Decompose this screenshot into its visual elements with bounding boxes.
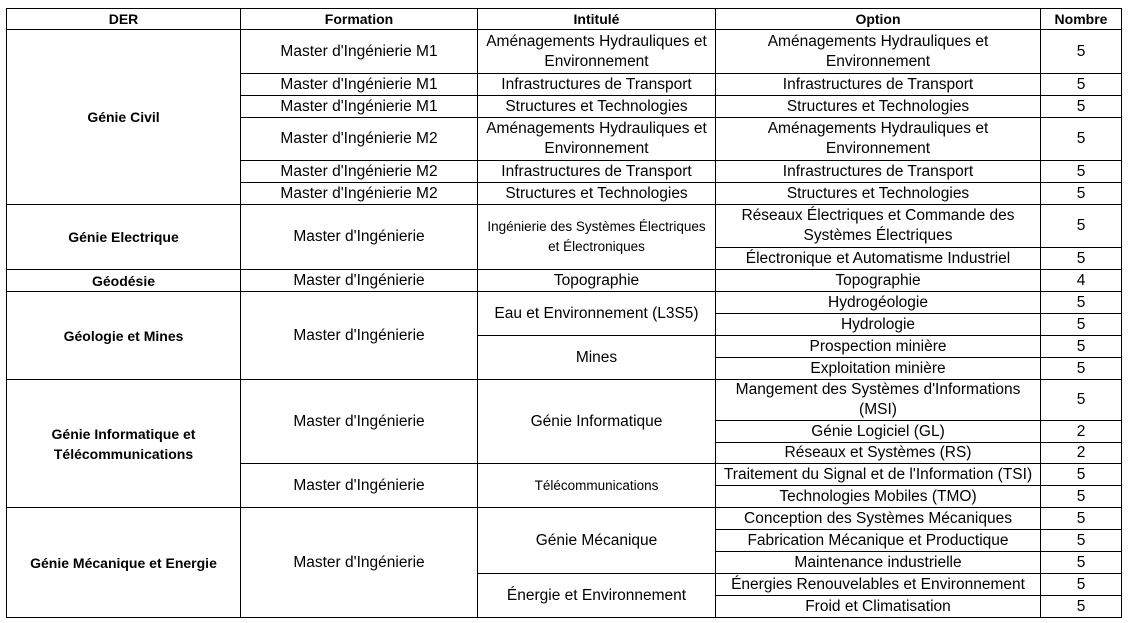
header-formation: Formation bbox=[241, 9, 478, 30]
der-cell: Génie Electrique bbox=[7, 205, 241, 270]
formation-cell: Master d'Ingénierie bbox=[241, 270, 478, 292]
nombre-cell: 4 bbox=[1041, 270, 1122, 292]
formation-cell: Master d'Ingénierie M1 bbox=[241, 96, 478, 118]
option-cell: Électronique et Automatisme Industriel bbox=[716, 248, 1041, 270]
option-cell: Froid et Climatisation bbox=[716, 596, 1041, 618]
nombre-cell: 5 bbox=[1041, 205, 1122, 248]
intitule-cell: Infrastructures de Transport bbox=[478, 161, 716, 183]
nombre-cell: 5 bbox=[1041, 380, 1122, 421]
option-cell: Réseaux Électriques et Commande des Systèmes Électriques bbox=[716, 205, 1041, 248]
intitule-cell: Structures et Technologies bbox=[478, 96, 716, 118]
header-nombre: Nombre bbox=[1041, 9, 1122, 30]
intitule-cell: Aménagements Hydrauliques et Environnement bbox=[478, 30, 716, 74]
option-cell: Hydrologie bbox=[716, 314, 1041, 336]
intitule-cell: Génie Informatique bbox=[478, 380, 716, 464]
intitule-cell: Structures et Technologies bbox=[478, 183, 716, 205]
nombre-cell: 5 bbox=[1041, 486, 1122, 508]
option-cell: Hydrogéologie bbox=[716, 292, 1041, 314]
formation-cell: Master d'Ingénierie bbox=[241, 508, 478, 618]
option-cell: Structures et Technologies bbox=[716, 96, 1041, 118]
formation-cell: Master d'Ingénierie bbox=[241, 464, 478, 508]
der-cell: Géologie et Mines bbox=[7, 292, 241, 380]
nombre-cell: 5 bbox=[1041, 248, 1122, 270]
intitule-cell: Infrastructures de Transport bbox=[478, 74, 716, 96]
intitule-cell: Topographie bbox=[478, 270, 716, 292]
option-cell: Structures et Technologies bbox=[716, 183, 1041, 205]
nombre-cell: 5 bbox=[1041, 596, 1122, 618]
option-cell: Exploitation minière bbox=[716, 358, 1041, 380]
nombre-cell: 5 bbox=[1041, 552, 1122, 574]
header-option: Option bbox=[716, 9, 1041, 30]
formation-cell: Master d'Ingénierie M2 bbox=[241, 161, 478, 183]
option-cell: Prospection minière bbox=[716, 336, 1041, 358]
option-cell: Infrastructures de Transport bbox=[716, 74, 1041, 96]
intitule-cell: Télécommunications bbox=[478, 464, 716, 508]
header-der: DER bbox=[7, 9, 241, 30]
nombre-cell: 5 bbox=[1041, 530, 1122, 552]
option-cell: Énergies Renouvelables et Environnement bbox=[716, 574, 1041, 596]
nombre-cell: 5 bbox=[1041, 183, 1122, 205]
nombre-cell: 2 bbox=[1041, 421, 1122, 443]
formation-cell: Master d'Ingénierie bbox=[241, 380, 478, 464]
nombre-cell: 5 bbox=[1041, 358, 1122, 380]
option-cell: Génie Logiciel (GL) bbox=[716, 421, 1041, 443]
nombre-cell: 2 bbox=[1041, 443, 1122, 464]
der-cell: Génie Civil bbox=[7, 30, 241, 205]
option-cell: Topographie bbox=[716, 270, 1041, 292]
formation-cell: Master d'Ingénierie bbox=[241, 292, 478, 380]
nombre-cell: 5 bbox=[1041, 74, 1122, 96]
intitule-cell: Eau et Environnement (L3S5) bbox=[478, 292, 716, 336]
option-cell: Fabrication Mécanique et Productique bbox=[716, 530, 1041, 552]
option-cell: Conception des Systèmes Mécaniques bbox=[716, 508, 1041, 530]
table-row bbox=[7, 380, 1122, 421]
table-row bbox=[7, 205, 1122, 248]
intitule-cell: Génie Mécanique bbox=[478, 508, 716, 574]
option-cell: Mangement des Systèmes d'Informations (MSI) bbox=[716, 380, 1041, 421]
formation-cell: Master d'Ingénierie M1 bbox=[241, 74, 478, 96]
der-cell: Génie Mécanique et Energie bbox=[7, 508, 241, 618]
formation-cell: Master d'Ingénierie M2 bbox=[241, 183, 478, 205]
nombre-cell: 5 bbox=[1041, 161, 1122, 183]
header-row bbox=[7, 9, 1122, 30]
nombre-cell: 5 bbox=[1041, 336, 1122, 358]
der-cell: Géodésie bbox=[7, 270, 241, 292]
intitule-cell: Aménagements Hydrauliques et Environnement bbox=[478, 118, 716, 161]
table-row bbox=[7, 292, 1122, 314]
intitule-cell: Énergie et Environnement bbox=[478, 574, 716, 618]
table-row bbox=[7, 270, 1122, 292]
option-cell: Traitement du Signal et de l'Information (TSI) bbox=[716, 464, 1041, 486]
nombre-cell: 5 bbox=[1041, 464, 1122, 486]
intitule-cell: Mines bbox=[478, 336, 716, 380]
der-cell: Génie Informatique et Télécommunications bbox=[7, 380, 241, 508]
nombre-cell: 5 bbox=[1041, 508, 1122, 530]
formations-table bbox=[6, 8, 1122, 618]
nombre-cell: 5 bbox=[1041, 574, 1122, 596]
intitule-cell: Ingénierie des Systèmes Électriques et Électroniques bbox=[478, 205, 716, 270]
formation-cell: Master d'Ingénierie M1 bbox=[241, 30, 478, 74]
nombre-cell: 5 bbox=[1041, 314, 1122, 336]
formation-cell: Master d'Ingénierie bbox=[241, 205, 478, 270]
formation-cell: Master d'Ingénierie M2 bbox=[241, 118, 478, 161]
nombre-cell: 5 bbox=[1041, 30, 1122, 74]
header-intitule: Intitulé bbox=[478, 9, 716, 30]
option-cell: Infrastructures de Transport bbox=[716, 161, 1041, 183]
option-cell: Technologies Mobiles (TMO) bbox=[716, 486, 1041, 508]
table-row bbox=[7, 508, 1122, 530]
nombre-cell: 5 bbox=[1041, 96, 1122, 118]
nombre-cell: 5 bbox=[1041, 292, 1122, 314]
option-cell: Réseaux et Systèmes (RS) bbox=[716, 443, 1041, 464]
option-cell: Aménagements Hydrauliques et Environnement bbox=[716, 30, 1041, 74]
table-row bbox=[7, 30, 1122, 74]
option-cell: Maintenance industrielle bbox=[716, 552, 1041, 574]
option-cell: Aménagements Hydrauliques et Environnement bbox=[716, 118, 1041, 161]
nombre-cell: 5 bbox=[1041, 118, 1122, 161]
